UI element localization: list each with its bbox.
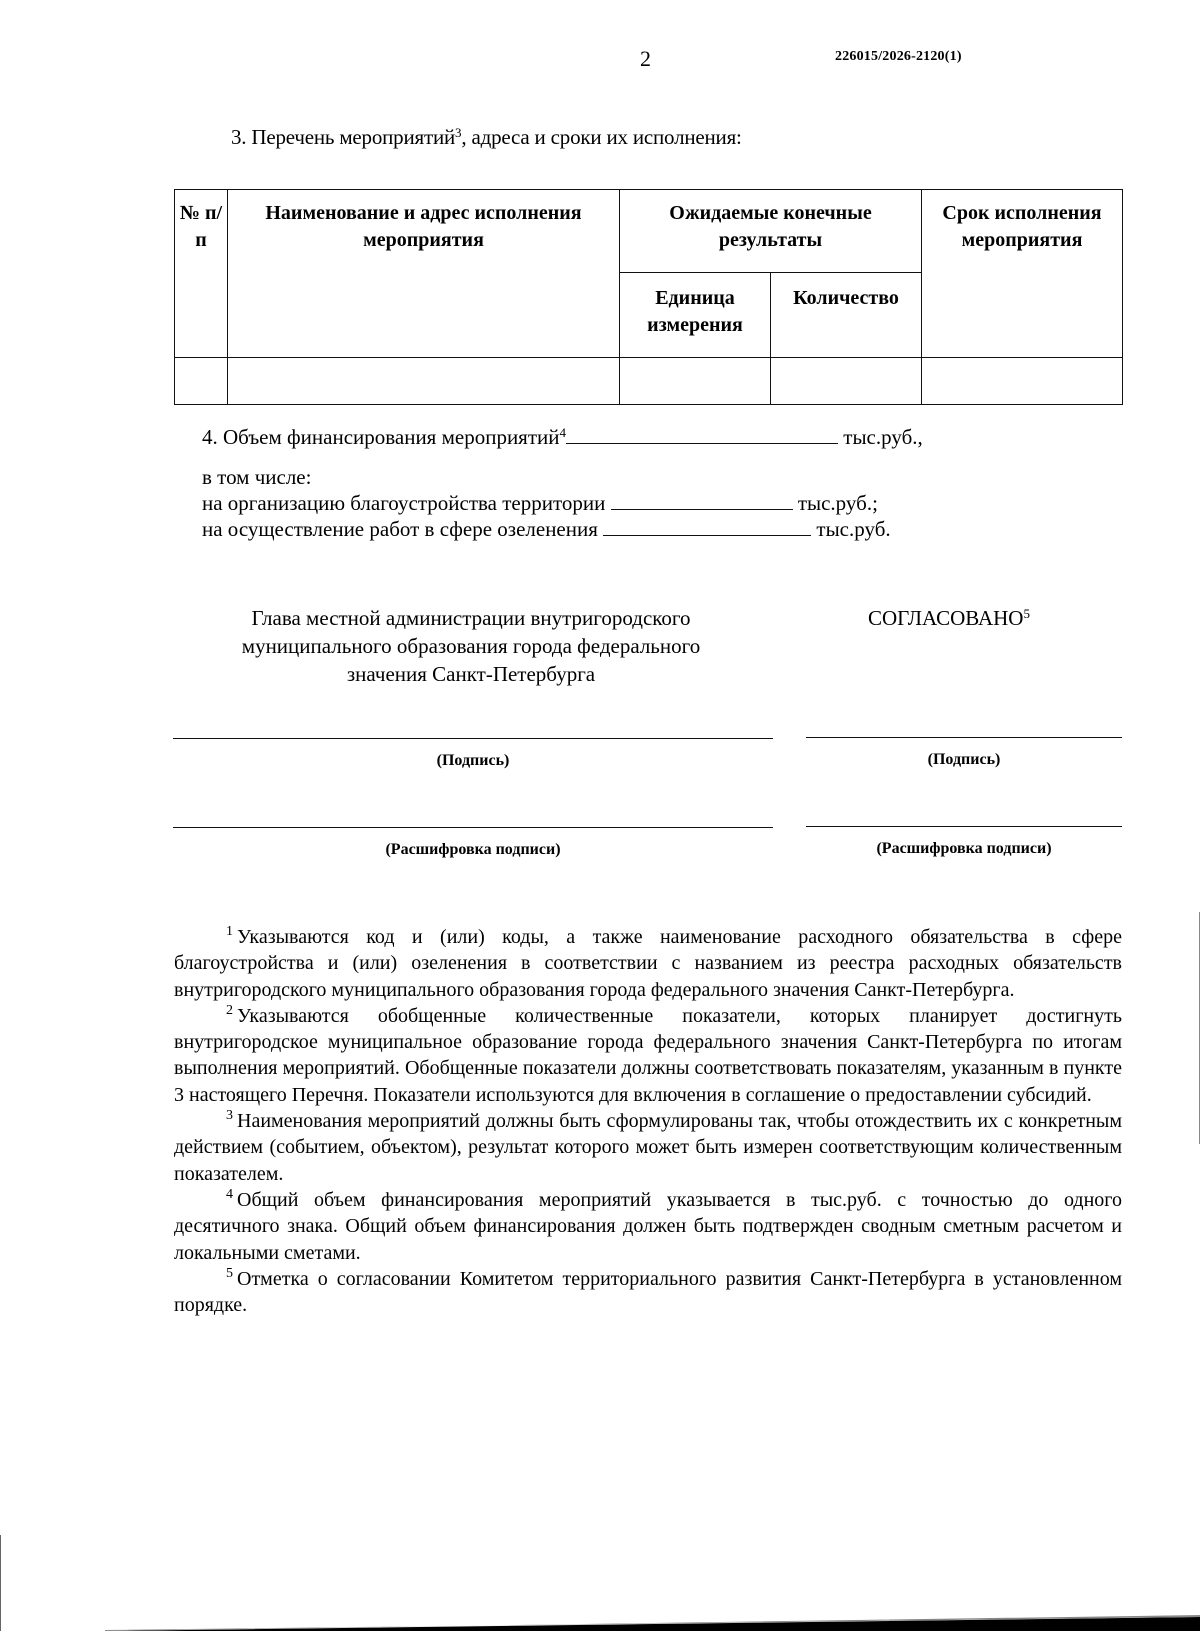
footnote-text: Указываются обобщенные количественные показатели, которых планирует достигнуть внутригородское муниципальное образование города федерального значения Санкт-Петербурга по итогам выполнения мероприятий. Обобщенные показатели должны соответствовать показателям, указанным в пункте 3 настоящего Перечня. Показатели используются для включения в соглашение о предоставлении субсидий. [174, 1004, 1122, 1106]
events-table [174, 189, 1123, 405]
right-signature-line[interactable] [806, 737, 1122, 738]
footnote-text: Отметка о согласовании Комитетом территориального развития Санкт-Петербурга в установленном порядке. [174, 1267, 1122, 1317]
section-3-title [231, 125, 742, 150]
right-signature-decode-line[interactable] [806, 826, 1122, 827]
landscaping-amount-field[interactable] [611, 489, 793, 510]
financing-item-unit: тыс.руб. [816, 517, 891, 541]
including-label: в том числе: [202, 465, 312, 489]
right-decode-caption: (Расшифровка подписи) [876, 840, 1052, 857]
cell-deadline[interactable] [922, 358, 1123, 405]
page-number: 2 [640, 46, 651, 71]
approved-label: СОГЛАСОВАНО [868, 606, 1024, 630]
footnotes [174, 924, 1122, 1318]
left-decode-caption: (Расшифровка подписи) [385, 841, 561, 858]
footnote-text: Указываются код и (или) коды, а также наименование расходного обязательства в сфере благоустройства и (или) озеленения в соответствии с названием из реестра расходных обязательств внутригородского муниципального образования города федерального значения Санкт-Петербурга. [174, 926, 1122, 1001]
left-signature-line[interactable] [173, 738, 773, 739]
header-unit: Единица измерения [620, 273, 771, 358]
financing-item-landscaping [202, 489, 878, 517]
cell-quantity[interactable] [771, 358, 922, 405]
total-unit: тыс.руб., [843, 425, 923, 449]
footnote-5 [174, 1266, 1122, 1319]
financing-item-label: на организацию благоустройства территории [202, 491, 606, 515]
head-title-line-1: Глава местной администрации внутригородского [251, 606, 691, 630]
section-3-title-text: 3. Перечень мероприятий [231, 125, 456, 149]
head-of-administration-title [196, 604, 746, 688]
financing-item-greening [202, 515, 891, 543]
footnote-ref-3: 3 [455, 124, 462, 140]
cell-name-address[interactable] [228, 358, 620, 405]
footnote-ref-4: 4 [559, 424, 567, 440]
cell-number[interactable] [175, 358, 228, 405]
footnote-text: Общий объем финансирования мероприятий указывается в тыс.руб. с точностью до одного десятичного знака. Общий объем финансирования должен быть подтвержден сводным сметным расчетом и локальными сметами. [174, 1188, 1122, 1264]
header-name-address: Наименование и адрес исполнения мероприятия [228, 190, 620, 358]
header-quantity: Количество [771, 273, 922, 358]
approved-title [868, 604, 1030, 632]
left-signature-decode-line[interactable] [173, 827, 773, 828]
footnote-2 [174, 1003, 1122, 1108]
financing-item-unit: тыс.руб.; [797, 491, 878, 515]
footnote-number: 5 [226, 1266, 233, 1282]
footnote-number: 1 [226, 924, 233, 940]
footnote-number: 2 [226, 1003, 233, 1019]
left-signature-caption: (Подпись) [436, 752, 510, 769]
cell-unit[interactable] [620, 358, 771, 405]
scan-bottom-shadow [0, 1600, 1200, 1631]
header-number: № п/п [175, 190, 228, 358]
section-4-title: 4. Объем финансирования мероприятий [202, 425, 560, 449]
footnote-text: Наименования мероприятий должны быть сформулированы так, чтобы отождествить их с конкретным действием (событием, объектом), результат которого может быть измерен соответствующим количественным показателем. [174, 1110, 1122, 1185]
total-amount-field[interactable] [566, 423, 838, 444]
footnote-3 [174, 1108, 1122, 1187]
greening-amount-field[interactable] [603, 515, 811, 536]
table-row [175, 358, 1123, 405]
footnote-4 [174, 1187, 1122, 1266]
head-title-line-2: муниципального образования города федерального [241, 634, 701, 658]
head-title-line-3: значения Санкт-Петербурга [346, 662, 596, 686]
header-expected-results: Ожидаемые конечные результаты [620, 190, 922, 273]
footnote-number: 3 [226, 1108, 233, 1124]
footnote-number: 4 [226, 1187, 233, 1203]
document-code: 226015/2026-2120(1) [835, 49, 962, 64]
right-signature-caption: (Подпись) [927, 751, 1001, 768]
table-header-row [175, 190, 1123, 273]
section-4-total [202, 423, 923, 451]
footnote-1 [174, 924, 1122, 1003]
footnote-ref-5: 5 [1023, 605, 1030, 621]
financing-item-label: на осуществление работ в сфере озеленения [202, 517, 598, 541]
header-deadline: Срок исполнения мероприятия [922, 190, 1123, 358]
section-3-title-suffix: , адреса и сроки их исполнения: [461, 125, 742, 149]
